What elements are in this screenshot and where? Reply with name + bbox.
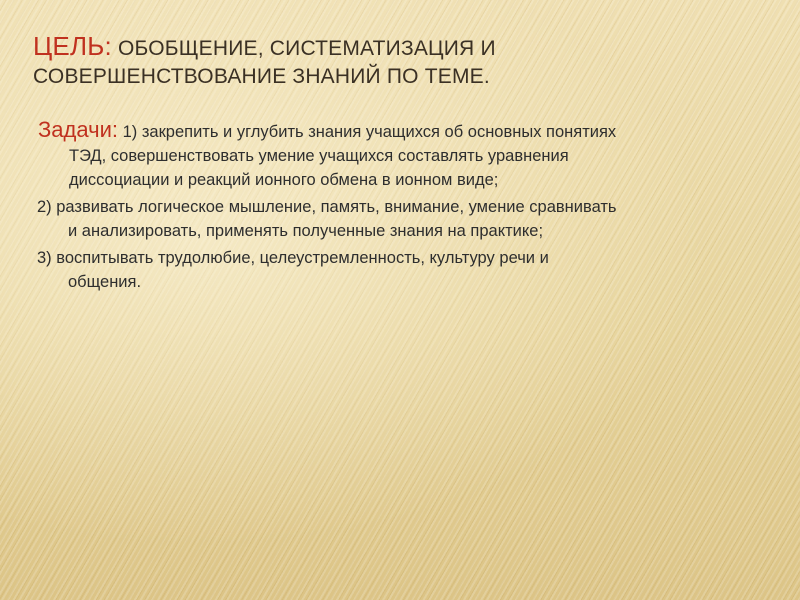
task-1-line-1: 1) закрепить и углубить знания учащихся об основных понятиях xyxy=(117,123,617,141)
tasks-lead: Задачи: xyxy=(38,117,118,142)
task-3-line-2: общения. xyxy=(68,273,142,291)
title-line-1-text: ОБОБЩЕНИЕ, СИСТЕМАТИЗАЦИЯ И xyxy=(111,37,496,60)
task-paragraph-1 xyxy=(38,118,800,192)
task-1-line-2: ТЭД, совершенствовать умение учащихся составлять уравнения xyxy=(69,147,569,165)
task-paragraph-2 xyxy=(37,195,800,243)
task-paragraph-3 xyxy=(37,246,800,294)
title-line-2: СОВЕРШЕНСТВОВАНИЕ ЗНАНИЙ ПО ТЕМЕ. xyxy=(33,65,490,88)
tasks-body xyxy=(38,118,800,297)
title-accent: ЦЕЛЬ: xyxy=(33,31,112,61)
task-2-line-1: 2) развивать логическое мышление, память, внимание, умение сравнивать xyxy=(37,198,617,216)
task-1-line-3: диссоциации и реакций ионного обмена в ионном виде; xyxy=(69,171,499,189)
slide-title xyxy=(33,32,773,91)
task-3-line-1: 3) воспитывать трудолюбие, целеустремленность, культуру речи и xyxy=(37,249,549,267)
task-2-line-2: и анализировать, применять полученные знания на практике; xyxy=(68,222,544,240)
title-line-1 xyxy=(33,32,773,63)
